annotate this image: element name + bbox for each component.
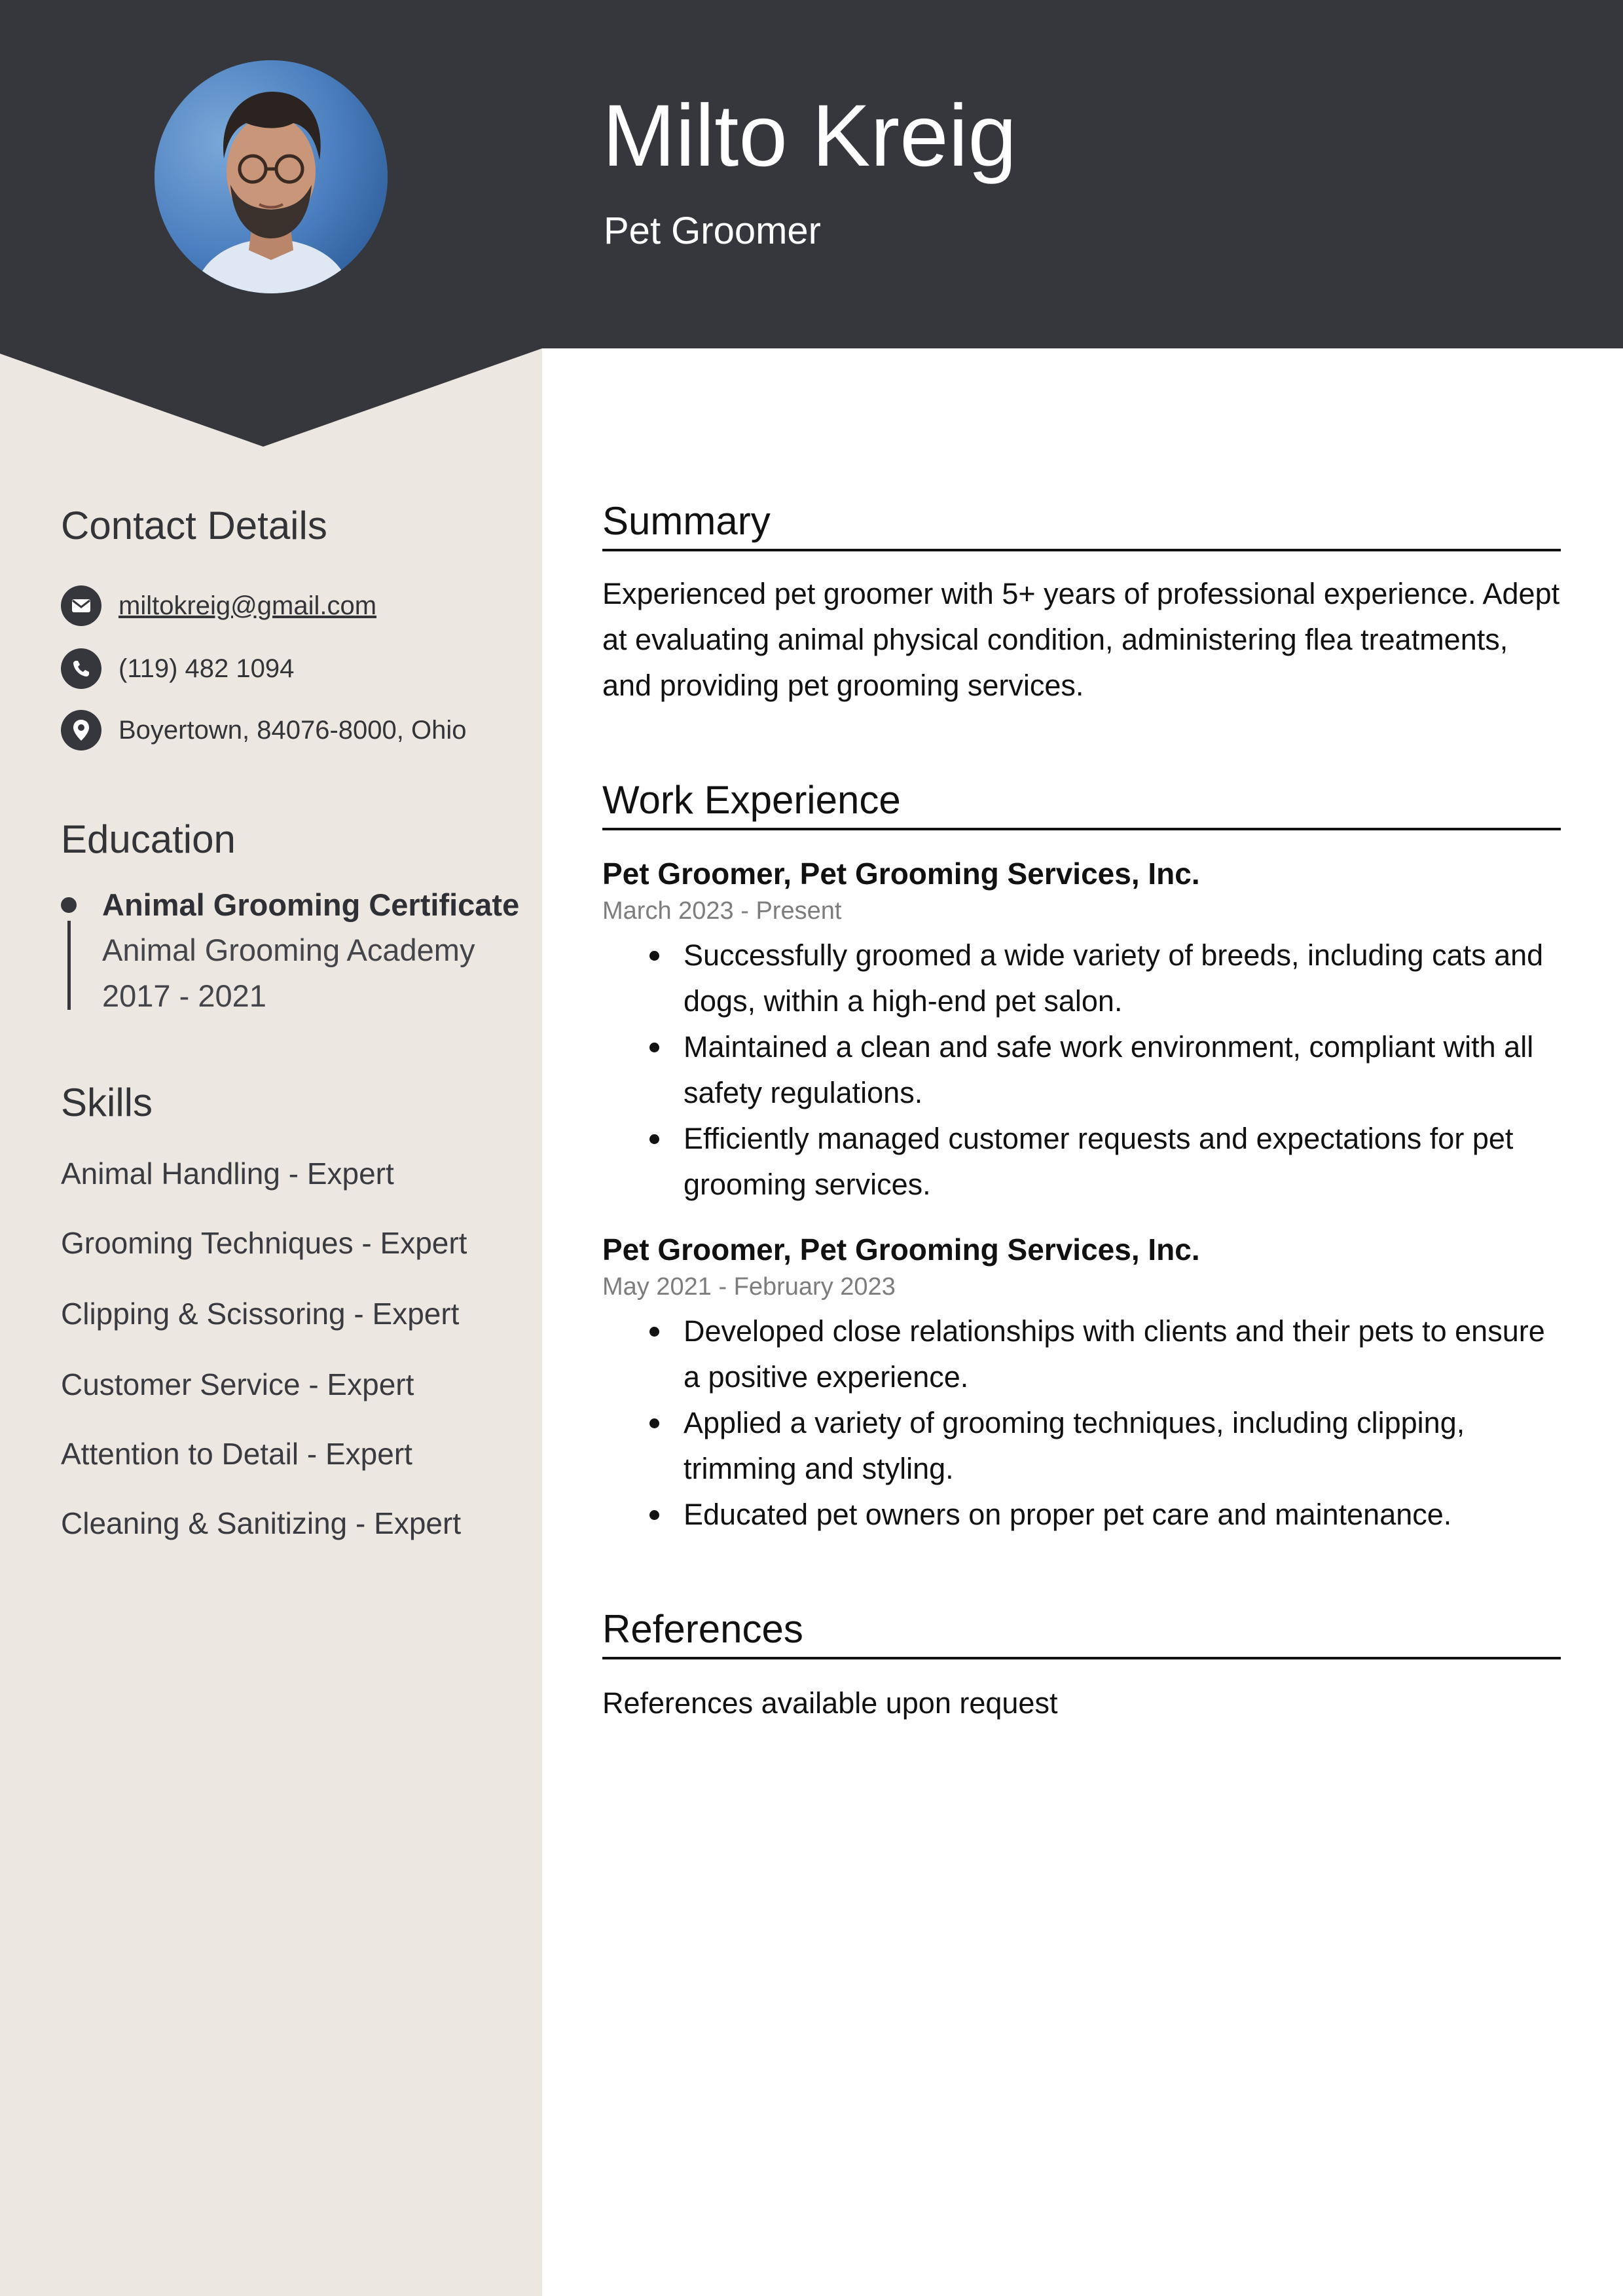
skill-item: Cleaning & Sanitizing - Expert bbox=[61, 1506, 462, 1540]
contact-heading: Contact Details bbox=[61, 504, 327, 547]
timeline-line bbox=[67, 921, 71, 1010]
education-school: Animal Grooming Academy bbox=[102, 933, 475, 967]
contact-address-row bbox=[61, 710, 466, 750]
header-chevron-shape bbox=[0, 347, 542, 449]
skill-item: Clipping & Scissoring - Expert bbox=[61, 1297, 460, 1331]
list-item: Educated pet owners on proper pet care and maintenance. bbox=[647, 1492, 1563, 1538]
timeline-dot bbox=[61, 897, 77, 913]
list-item: Applied a variety of grooming techniques, including clipping, trimming and styling. bbox=[647, 1400, 1563, 1492]
references-text: References available upon request bbox=[602, 1686, 1058, 1720]
work-experience-heading: Work Experience bbox=[602, 777, 1561, 830]
skill-item: Customer Service - Expert bbox=[61, 1367, 414, 1401]
phone-number: (119) 482 1094 bbox=[119, 654, 295, 683]
skill-item: Attention to Detail - Expert bbox=[61, 1437, 412, 1471]
contact-email-row bbox=[61, 585, 376, 626]
list-item: Successfully groomed a wide variety of breeds, including cats and dogs, within a high-end pet salon. bbox=[647, 933, 1563, 1024]
profile-photo-illustration bbox=[155, 60, 388, 293]
summary-text: Experienced pet groomer with 5+ years of professional experience. Adept at evaluating animal physical condition, administering flea treatments, and providing pet grooming services. bbox=[602, 577, 1560, 702]
list-item: Maintained a clean and safe work environment, compliant with all safety regulations. bbox=[647, 1024, 1563, 1116]
job-responsibilities bbox=[647, 933, 1563, 1208]
education-years: 2017 - 2021 bbox=[102, 978, 266, 1013]
job-title: Pet Groomer, Pet Grooming Services, Inc. bbox=[602, 1232, 1200, 1267]
skill-item: Animal Handling - Expert bbox=[61, 1157, 394, 1191]
list-item: Efficiently managed customer requests and expectations for pet grooming services. bbox=[647, 1116, 1563, 1208]
contact-phone-row bbox=[61, 648, 294, 689]
address: Boyertown, 84076-8000, Ohio bbox=[119, 715, 467, 745]
envelope-icon bbox=[61, 585, 101, 626]
job-responsibilities bbox=[647, 1308, 1563, 1538]
candidate-name: Milto Kreig bbox=[602, 87, 1017, 185]
skills-heading: Skills bbox=[61, 1081, 153, 1124]
education-heading: Education bbox=[61, 817, 236, 861]
education-degree: Animal Grooming Certificate bbox=[102, 887, 520, 922]
job-dates: March 2023 - Present bbox=[602, 897, 842, 925]
location-pin-icon bbox=[61, 710, 101, 750]
list-item: Developed close relationships with clients and their pets to ensure a positive experience. bbox=[647, 1308, 1563, 1400]
candidate-title: Pet Groomer bbox=[604, 210, 821, 252]
profile-photo bbox=[155, 60, 388, 293]
job-title: Pet Groomer, Pet Grooming Services, Inc. bbox=[602, 857, 1200, 891]
phone-icon bbox=[61, 648, 101, 689]
job-dates: May 2021 - February 2023 bbox=[602, 1273, 896, 1301]
references-heading: References bbox=[602, 1606, 1561, 1659]
email-link[interactable]: miltokreig@gmail.com bbox=[119, 591, 377, 620]
skill-item: Grooming Techniques - Expert bbox=[61, 1226, 467, 1260]
summary-heading: Summary bbox=[602, 498, 1561, 551]
